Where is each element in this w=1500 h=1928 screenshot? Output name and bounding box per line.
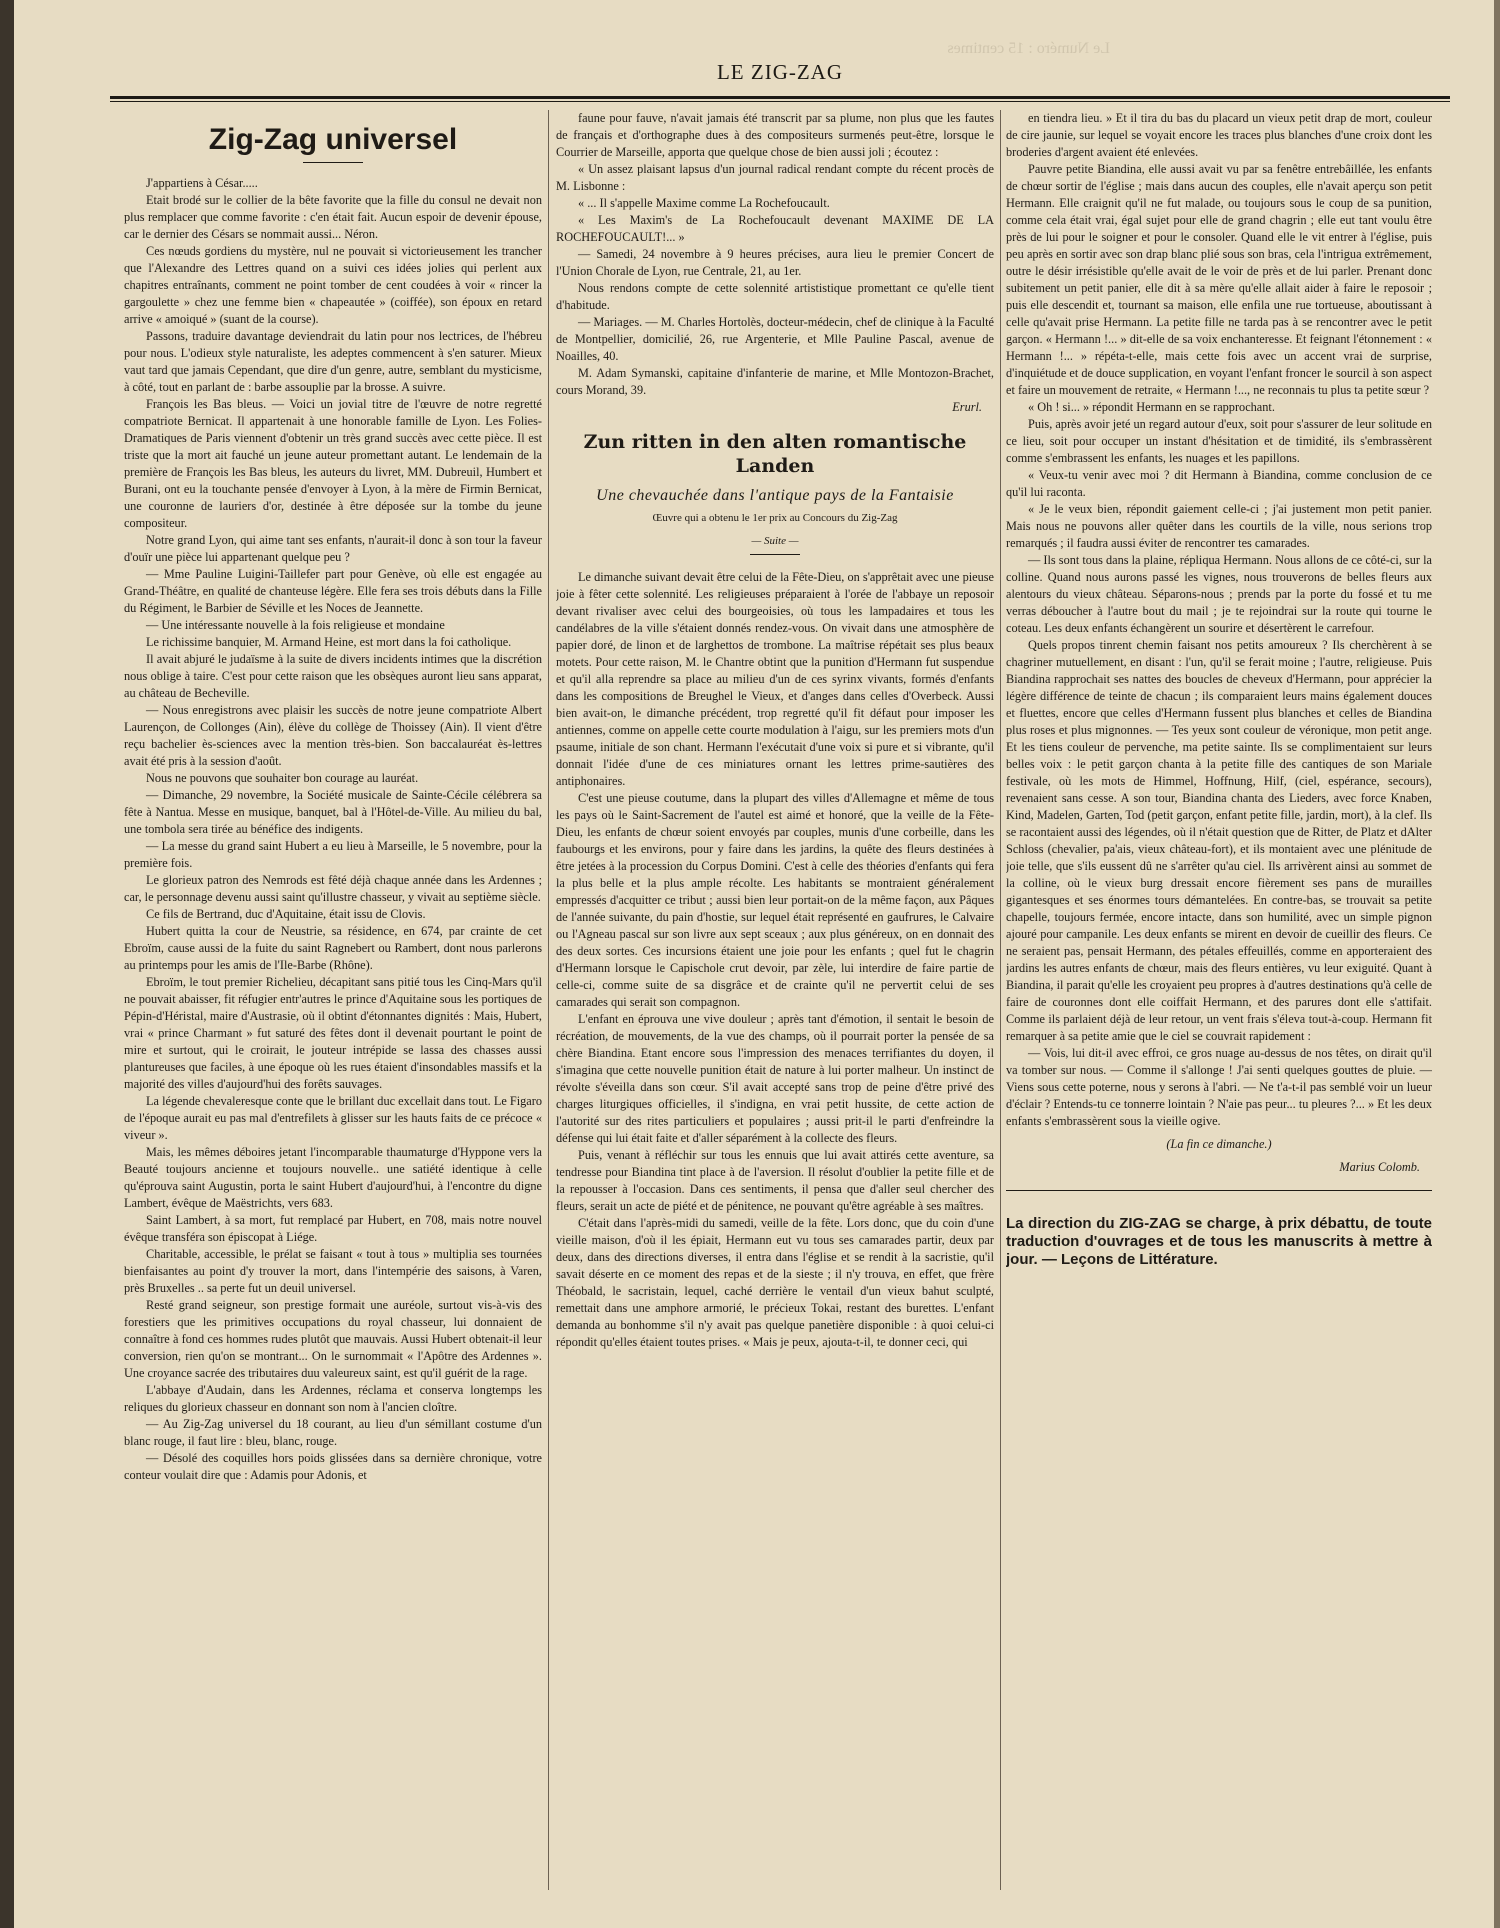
paragraph: « Oh ! si... » répondit Hermann en se rapprochant. <box>1028 400 1275 414</box>
paragraph: — Au Zig-Zag universel du 18 courant, au lieu d'un sémillant costume d'un blanc rouge, il faut lire : bleu, blanc, rouge. <box>124 1417 542 1448</box>
paragraph: Ces nœuds gordiens du mystère, nul ne pouvait si victorieusement les trancher que l'Alexandre des Lettres quand on a suivi ces idées jolies qui perlent aux chapitres entraînants, comment ne point tomber de cent coudées à voir « rincer la gargoulette » chez une femme bien « chapeautée » (coiffée), son époux en retard arrive « amoiqué » (suant de la course). <box>124 244 542 326</box>
column-middle-top <box>556 110 994 416</box>
paragraph: Puis, venant à réfléchir sur tous les ennuis que lui avait attirés cette aventure, sa tendresse pour Biandina tint place à de l'aversion. Il résolut d'oublier la petite fille et de la repousser à l'occasion. Dans ces sentiments, il pensa que d'aller seul chercher des fleurs, serait un acte de piété et de pénitence, ne pouvant qu'être agréable à ses maîtres. <box>556 1148 994 1213</box>
paragraph: Nous rendons compte de cette solennité artististique promettant ce qu'elle tient d'habitude. <box>556 281 994 312</box>
paragraph: La légende chevaleresque conte que le brillant duc excellait dans tout. Le Figaro de l'époque aurait eu pas mal d'entrefilets à glisser sur les hauts faits de ce précoce « viveur ». <box>124 1094 542 1142</box>
binding-shadow <box>0 0 14 1928</box>
serial-title: Zun ritten in den alten romantische Landen <box>583 431 967 477</box>
serial-subtitle: Une chevauchée dans l'antique pays de la Fantaisie <box>596 487 954 504</box>
paragraph: Puis, après avoir jeté un regard autour d'eux, soit pour s'assurer de leur solitude en ce lieu, soit pour occuper un instant d'hésitation et de timidité, ils s'embrassèrent comme s'embrassent les enfants, les nuages et les papillons. <box>1006 417 1432 465</box>
paragraph: « Les Maxim's de La Rochefoucault devenant MAXIME DE LA ROCHEFOUCAULT!... » <box>556 213 994 244</box>
column-right-body <box>1006 110 1432 1130</box>
column-middle <box>556 110 994 1910</box>
column-left-body <box>124 175 542 1484</box>
paragraph: L'abbaye d'Audain, dans les Ardennes, réclama et conserva longtemps les reliques du glorieux chasseur en donnant son nom à l'ancien cloître. <box>124 1383 542 1414</box>
paragraph: — Vois, lui dit-il avec effroi, ce gros nuage au-dessus de nos têtes, on dirait qu'il va tomber sur nous. — Comme il s'allonge ! J'ai senti quelques gouttes de pluie. — Viens sous cette poterne, nous y serons à l'abri. — Ne t'a-t-il pas semblé voir un lueur d'éclair ? Entends-tu ce tonnerre lointain ? N'aie pas peur... tu pleures ?... » Et les deux enfants s'embrassèrent sous la vieille ogive. <box>1006 1046 1432 1128</box>
paragraph: — Samedi, 24 novembre à 9 heures précises, aura lieu le premier Concert de l'Union Chorale de Lyon, rue Centrale, 21, au 1er. <box>556 247 994 278</box>
serial-rule <box>750 554 800 555</box>
paragraph: — Mme Pauline Luigini-Taillefer part pour Genève, où elle est engagée au Grand-Théâtre, en qualité de chanteuse légère. Elle fera ses trois débuts dans la Fille du Régiment, le Barbier de Séville et les Noces de Jeannette. <box>124 567 542 615</box>
column-divider <box>548 110 549 1890</box>
paragraph: Etait brodé sur le collier de la bête favorite que la fille du consul ne devait non plus remplacer que comme favorite : c'en était fait. Aucun espoir de devenir épouse, car le dernier des Césars se nommait aussi... Néron. <box>124 193 542 241</box>
paragraph: — Mariages. — M. Charles Hortolès, docteur-médecin, chef de clinique à la Faculté de Montpellier, domicilié, 26, rue Argenterie, et Mlle Pauline Pascal, avenue de Noailles, 40. <box>556 315 994 363</box>
paragraph: Le glorieux patron des Nemrods est fêté déjà chaque année dans les Ardennes ; car, le personnage devenu aussi saint qu'illustre chasseur, y vivait au septième siècle. <box>124 873 542 904</box>
paragraph: J'appartiens à César..... <box>146 176 258 190</box>
direction-notice: La direction du ZIG-ZAG se charge, à prix débattu, de toute traduction d'ouvrages et de tous les manuscrits à mettre à jour. — Leçons de Littérature. <box>1006 1215 1432 1268</box>
paragraph: — Dimanche, 29 novembre, la Société musicale de Sainte-Cécile célébrera sa fête à Nantua. Messe en musique, banquet, bal à l'Hôtel-de-Ville. Au milieu du bal, une tombola sera tirée au bénéfice des indigents. <box>124 788 542 836</box>
paragraph: Notre grand Lyon, qui aime tant ses enfants, n'aurait-il donc à son tour la faveur d'ouïr une pièce lui appartenant quelque peu ? <box>124 533 542 564</box>
column-left <box>124 110 542 1910</box>
paragraph: « Veux-tu venir avec moi ? dit Hermann à Biandina, comme conclusion de ce qu'il lui raconta. <box>1006 468 1432 499</box>
paragraph: Nous ne pouvons que souhaiter bon courage au lauréat. <box>146 771 419 785</box>
page-folio: LE ZIG-ZAG <box>716 60 844 84</box>
paragraph: Passons, traduire davantage deviendrait du latin pour nos lectrices, de l'hébreu pour nous. L'odieux style naturaliste, les adeptes commencent à s'en saturer. Mieux vaut tard que jamais Cependant, que dire d'un genre, autre, semblant du mysticisme, à côté, tout en parlant de : barbe assouplie par la brosse. A suivre. <box>124 329 542 394</box>
title-rule <box>303 162 363 163</box>
to-be-continued: (La fin ce dimanche.) <box>1166 1137 1272 1151</box>
serial-note: Œuvre qui a obtenu le 1er prix au Concours du Zig-Zag <box>652 512 898 524</box>
paragraph: en tiendra lieu. » Et il tira du bas du placard un vieux petit drap de mort, couleur de cire jaunie, sur lequel se voyait encore les traces plus blanches d'une croix dont les broderies d'argent avaient été enlevées. <box>1006 111 1432 159</box>
page-edge <box>1494 0 1500 1928</box>
paragraph: Saint Lambert, à sa mort, fut remplacé par Hubert, en 708, mais notre nouvel évêque transféra son épiscopat à Liége. <box>124 1213 542 1244</box>
paragraph: « Je le veux bien, répondit gaiement celle-ci ; j'ai justement mon petit panier. Mais nous ne pouvons aller quêter dans les courtils de la ville, nous serions trop remarqués ; il faudra aussi éviter de rencontrer tes camarades. <box>1006 502 1432 550</box>
paragraph: Quels propos tinrent chemin faisant nos petits amoureux ? Ils cherchèrent à se chagriner mutuellement, en disant : l'un, qu'il se ferait moine ; l'autre, religieuse. Puis Biandina rapprochait ses nattes des boucles de cheveux d'Hermann, pour apprécier la légère différence de teinte de chacun ; ils comparaient leurs mains également douces et fluettes, encore que celles d'Hermann fussent plus blanches et celles de Biandina plus roses et plus mignonnes. — Tes yeux sont couleur de véronique, mon petit ange. Et les tiens couleur de pervenche, ma petite sainte. Ils se complimentaient sur leurs belles voix : le petit garçon chanta à la petite fille des cantiques de son Mariale festivale, où les mots de Himmel, Hoffnung, Hilf, (ciel, espérance, secours), revenaient sans cesse. A son tour, Biandina chanta des Lieders, avec force Knaben, Kind, Madelen, Garten, Tod (petit garçon, enfant petite fille, jardin, mort), à la clef. Ils se racontaient aussi des légendes, où il n'était question que de Ritter, de Platz et dAlter Schloss (chevalier, pa'ais, vieux château-fort), et ils montaient avec une plénitude de joie telle, que s'ils eussent dû ne s'arrêter qu'au ciel. Ils arrivèrent ainsi au sommet de la colline, où le vieux burg dressait encore fièrement ses pans de murailles gigantesques et ses énormes tours démantelées. En contre-bas, se trouvait sa petite chapelle, toujours fermée, encore intacte, dans son humilité, avec un simple pignon ajouré pour campanile. Les deux enfants se mirent en devoir de cueillir des fleurs. Ce ne seraient pas, pensait Hermann, des pétales effeuillés, comme en apporteraient des jardins les autres enfants de chœur, mais des fleurs entières, vu leur exiguité. Quant à Biandina, il parait qu'elle les croyaient peu propres à d'autres destinations qu'à celle de faire de couronnes dont elle coiffait Hermann, et des parures dont elle s'attifait. Comme ils parlaient déjà de leur retour, un vent frais s'éleva tout-à-coup. Hermann fit remarquer à sa petite amie que le ciel se couvrait rapidement : <box>1006 638 1432 1043</box>
section-title: Zig-Zag universel <box>208 123 458 156</box>
paragraph: — Désolé des coquilles hors poids glissées dans sa dernière chronique, votre conteur voulait dire que : Adamis pour Adonis, et <box>124 1451 542 1482</box>
column-right <box>1006 110 1432 1910</box>
notice-rule <box>1006 1190 1432 1191</box>
serial-continuation: — Suite — <box>751 535 799 547</box>
paragraph: — Une intéressante nouvelle à la fois religieuse et mondaine <box>146 618 445 632</box>
paragraph: Mais, les mêmes déboires jetant l'incomparable thaumaturge d'Hyppone vers la Beauté toujours ancienne et toujours nouvelle.. une satiété identique à celle qu'éprouva saint Augustin, porta le saint Hubert d'aujourd'hui, à l'encontre du digne Lambert, évêque de Maëstrichts, vers 683. <box>124 1145 542 1210</box>
paragraph: Il avait abjuré le judaïsme à la suite de divers incidents intimes que la discrétion nous oblige à taire. C'est pour cette raison que les obsèques auront lieu sans apparat, au château de Becheville. <box>124 652 542 700</box>
paragraph: — Ils sont tous dans la plaine, répliqua Hermann. Nous allons de ce côté-ci, sur la colline. Quand nous aurons passé les vignes, nous trouverons de belles fleurs aux alentours du vieux château. Séparons-nous ; prends par la porte du fossé et tu me verras déboucher à l'autre bout du mail ; je te rejoindrai sur la route qui tourne le coteau. Les deux enfants échangèrent un sourire et désertèrent le carrefour. <box>1006 553 1432 635</box>
paragraph: Hubert quitta la cour de Neustrie, sa résidence, en 674, par crainte de cet Ebroïm, cause aussi de la fuite du saint Ragnebert ou Rambert, dont nous parlerons au printemps pour les amis de l'Ile-Barbe (Rhône). <box>124 924 542 972</box>
paragraph: Le richissime banquier, M. Armand Heine, est mort dans la foi catholique. <box>146 635 512 649</box>
paragraph: Ebroïm, le tout premier Richelieu, décapitant sans pitié tous les Cinq-Mars qu'il ne pouvait abaisser, fit réfugier entr'autres le prince d'Aquitaine sous les portiques de Pépin-d'Héristal, maire d'Austrasie, où il obtint d'étonnantes dignités : Mais, Hubert, vrai « prince Charmant » fut saturé des fêtes dont il devenait pourtant le point de mire et surtout, qui le croirait, le jouteur intrépide se lassa des chasses aussi plantureuses que faciles, à une époque où les rues étaient d'insondables massifs et la majorité des villes d'aujourd'hui des forêts sauvages. <box>124 975 542 1091</box>
paragraph: — Nous enregistrons avec plaisir les succès de notre jeune compatriote Albert Laurençon, de Collonges (Ain), élève du collège de Thoissey (Ain). Il vient d'être reçu bachelier ès-sciences avec la mention très-bien. Son baccalauréat ès-lettres avait été pris à la session d'août. <box>124 703 542 768</box>
paragraph: François les Bas bleus. — Voici un jovial titre de l'œuvre de notre regretté compatriote Bernicat. Il appartenait à une honorable famille de Lyon. Les Folies-Dramatiques de Paris viennent d'obtenir un très grand succès avec cette pièce. Il est triste que la mort ait fauché un jeune auteur promettant autant. Le lendemain de la première de François les Bas bleus, les auteurs du livret, MM. Dubreuil, Humbert et Burani, ont eu la touchante pensée d'envoyer à Lyon, à la mère de Firmin Bernicat, une couronne de lauriers d'or, destinée à être déposée sur la tombe du jeune compositeur. <box>124 397 542 530</box>
paragraph: C'était dans l'après-midi du samedi, veille de la fête. Lors donc, que du coin d'une vieille maison, d'où il les épiait, Hermann eut vu tous ses camarades partir, deux par deux, dans des directions diverses, il entra dans l'église et se rendit à la sacristie, qu'il savait déserte en ce moment des repas et de la sieste ; il n'y trouva, en effet, que frère Théobald, le sacristain, lequel, caché derrière le ventail d'un vieux bahut sculpté, remettait dans une amphore armorié, le précieux Tokai, restant des burettes. L'enfant demanda au bonhomme s'il n'y avait pas quelque panetière disponible : à quoi celui-ci répondit qu'elles étaient toutes prises. « Mais je peux, ajouta-t-il, te donner ceci, qui <box>556 1216 994 1349</box>
bleed-through-header: Le Numéro : 15 centimes <box>947 40 1110 57</box>
paragraph: L'enfant en éprouva une vive douleur ; après tant d'émotion, il sentait le besoin de récréation, de mouvements, de la vue des champs, où il pourrait porter la pensée de sa chère Biandina. Etant encore sous l'impression des menaces terrifiantes du doyen, il s'imagina que cette nouvelle punition était de nature à lui porter malheur. Un instinct de révolte s'éveilla dans son cœur. S'il avait accepté sans trop de peine d'être privé des charges liturgiques officielles, il s'indigna, en vrai petit hussite, de cette action de l'autorité sur des rites particuliers et populaires ; aussi prit-il le parti d'enfreindre la défense qui lui était faite et d'aller séparément à la collecte des fleurs. <box>556 1012 994 1145</box>
paragraph: C'est une pieuse coutume, dans la plupart des villes d'Allemagne et même de tous les pays où le Saint-Sacrement de l'autel est aimé et honoré, que la veille de la Fête-Dieu, les enfants de chœur soient envoyés par couples, munis d'une corbeille, dans les faubourgs et les environs, pour y faire dans les jardins, la quête des fleurs destinées à être jetées à la procession du Corpus Domini. C'est à celle des théories d'enfants qui fera la plus belle et la plus ample récolte. Les habitants se montraient généralement empressés d'acquitter ce tribut ; aussi bien leur portait-on de la même façon, aux Pâques de l'année suivante, du pain d'hostie, sur lequel était représenté en gaufrures, le Calvaire ou l'Agneau pascal sur son livre aux sept sceaux ; aux plus généreux, on en donnait des des deux sortes. Ces incursions étaient une joie pour les enfants ; quel fut le chagrin d'Hermann lorsque le Capischole crut devoir, par zèle, lui interdire de faire partie de celle-ci, comme suite de sa disgrâce et de crainte qu'il ne pervertit celui de ses camarades qui serait son compagnon. <box>556 791 994 1009</box>
header-rule <box>110 96 1450 102</box>
paragraph: Ce fils de Bertrand, duc d'Aquitaine, était issu de Clovis. <box>146 907 426 921</box>
paragraph: Pauvre petite Biandina, elle aussi avait vu par sa fenêtre entrebâillée, les enfants de chœur sortir de l'église ; mais dans aucun des couples, elle n'avait aperçu son petit Hermann. Elle craignit qu'il ne fut malade, ou toujours sous le coup de sa punition, comme cela était vrai, égal sujet pour elle de grand chagrin ; elle eut tant voulu être près de lui pour le soigner et pour le consoler. Quand elle le vit entrer à l'église, puis peu après en sortir avec son drap blanc plié sous son bras, cela l'intrigua extrêmement, outre le désir irrésistible qu'elle avait de le voir de près et de lui parler. Prenant donc subitement un petit panier, elle dit à sa mère qu'elle allait aider à faire le reposoir ; puis elle descendit et, tournant sa maison, elle enfila une rue tortueuse, aboutissant à celle qu'avait prise Hermann. La petite fille ne tarda pas à se rencontrer avec le petit garçon. « Hermann !... » dit-elle de sa voix enchanteresse. Et feignant l'étonnement : « Hermann !... » répéta-t-elle, mais cette fois avec un accent vrai de surprise, d'inquiétude et de douce supplication, en voyant l'enfant froncer le sourcil à son aspect et faire un mouvement de retraite, « Hermann !..., ne reconnais tu plus ta petite sœur ? <box>1006 162 1432 397</box>
paragraph: — La messe du grand saint Hubert a eu lieu à Marseille, le 5 novembre, pour la première fois. <box>124 839 542 870</box>
column-middle-body <box>556 569 994 1351</box>
column-divider <box>1000 110 1001 1890</box>
paragraph: M. Adam Symanski, capitaine d'infanterie de marine, et Mlle Montozon-Brachet, cours Morand, 39. <box>556 366 994 397</box>
paragraph: Resté grand seigneur, son prestige formait une auréole, surtout vis-à-vis des forestiers que les primitives occupations du royal chasseur, lui donnaient de connaître à fond ces hommes rudes plutôt que mauvais. Aussi Hubert obtenait-il leur conversion, rien qu'on se montrant... On le surnommait « l'Apôtre des Ardennes ». Une croyance sacrée des tributaires duu valeureux saint, est qu'il guérit de la rage. <box>124 1298 542 1380</box>
paragraph: « ... Il s'appelle Maxime comme La Rochefoucault. <box>578 196 830 210</box>
paragraph: Erurl. <box>952 400 982 414</box>
paragraph: Charitable, accessible, le prélat se faisant « tout à tous » multiplia ses tournées bienfaisantes au point d'y trouver la mort, dans l'intempérie des saisons, à Varen, près Bruxelles .. sa perte fut un deuil universel. <box>124 1247 542 1295</box>
paragraph: « Un assez plaisant lapsus d'un journal radical rendant compte du récent procès de M. Lisbonne : <box>556 162 994 193</box>
author-signature: Marius Colomb. <box>1339 1160 1420 1174</box>
paragraph: faune pour fauve, n'avait jamais été transcrit par sa plume, non plus que les fautes de français et d'orthographe dues à des compositeurs surmenés peut-être, lorsque le Courrier de Marseille, apporta que quelque chose de bien aussi joli ; écoutez : <box>556 111 994 159</box>
paragraph: Le dimanche suivant devait être celui de la Fête-Dieu, on s'apprêtait avec une pieuse joie à fêter cette solennité. Les religieuses préparaient à l'orée de l'abbaye un reposoir devant rivaliser avec celui des bourgeoisies, où tous les lampadaires et tous les candélabres de la ville s'étaient donnés rendez-vous. On vivait dans une atmosphère de papier doré, de linon et de larghettos de trombone. La maîtrise répétait ses plus beaux motets. Pour cette raison, M. le Chantre obtint que la punition d'Hermann fut suspendue et qu'il alla reprendre sa place au milieu d'un de ces syrinx vivants, formés d'enfants dans les compositions de Breughel le Vieux, et d'anges dans celles d'Overbeck. Aussi bien avait-on, le dimanche précédent, trop regretté qu'il fit défaut pour imposer les antiennes, comme on appelle cette courte modulation à l'aigu, sur les premiers mots d'un psaume, initiale de son chant. Hermann l'exécutait d'une voix si pure et si vibrante, qu'il donnait l'idée d'une de ces miniatures ornant les lettres prime-sautières des antiphonaires. <box>556 570 994 788</box>
